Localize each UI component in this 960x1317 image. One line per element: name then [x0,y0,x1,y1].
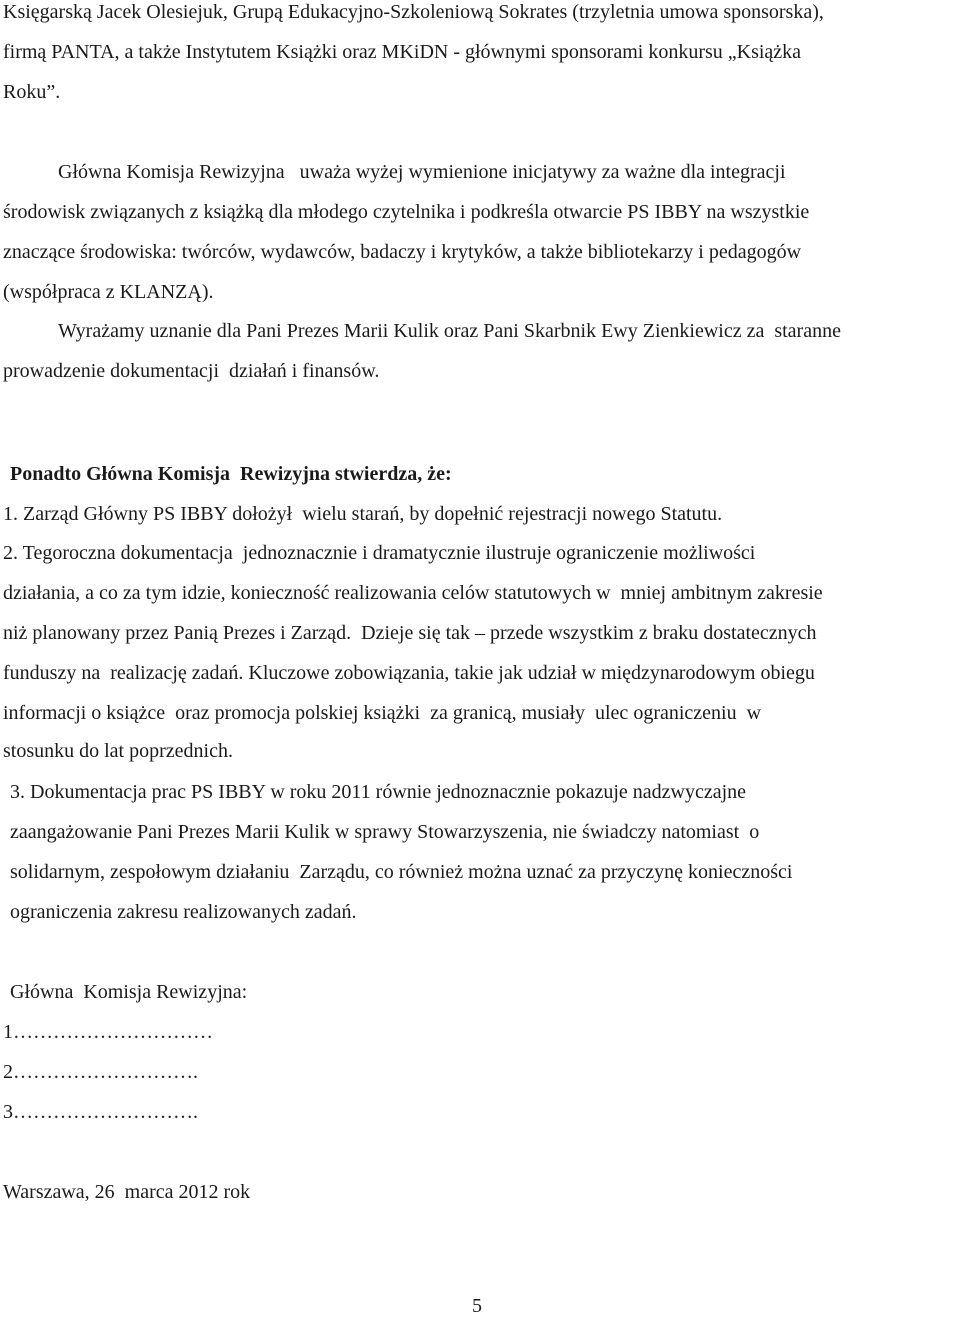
point-2-line-5: informacji o książce oraz promocja polskiej książki za granicą, musiały ulec ograniczeniu w [3,702,762,724]
point-3-line-3: solidarnym, zespołowym działaniu Zarządu, co również można uznać za przyczynę konieczności [10,861,793,883]
place-date: Warszawa, 26 marca 2012 rok [3,1181,251,1203]
paragraph-2-line-1: Główna Komisja Rewizyjna uważa wyżej wymienione inicjatywy za ważne dla integracji [58,161,786,183]
point-2-line-6: stosunku do lat poprzednich. [3,740,233,762]
paragraph-2-line-3: znaczące środowiska: twórców, wydawców, badaczy i krytyków, a także bibliotekarzy i pedagogów [3,241,802,263]
signature-title: Główna Komisja Rewizyjna: [10,981,248,1003]
point-2-line-3: niż planowany przez Panią Prezes i Zarząd. Dzieje się tak – przede wszystkim z braku dostatecznych [3,622,817,644]
point-3-line-4: ograniczenia zakresu realizowanych zadań. [10,901,357,923]
point-2-line-2: działania, a co za tym idzie, konieczność realizowania celów statutowych w mniej ambitnym zakresie [3,582,823,604]
point-1: 1. Zarząd Główny PS IBBY dołożył wielu starań, by dopełnić rejestracji nowego Statutu. [3,503,723,525]
signature-line-3: 3………………………. [3,1101,198,1123]
signature-line-2: 2………………………. [3,1061,198,1083]
paragraph-2-line-2: środowisk związanych z książką dla młodego czytelnika i podkreśla otwarcie PS IBBY na wszystkie [3,201,810,223]
paragraph-1-line-3: Roku”. [3,81,61,103]
section-heading: Ponadto Główna Komisja Rewizyjna stwierdza, że: [10,463,452,485]
paragraph-1-line-1: Księgarską Jacek Olesiejuk, Grupą Edukacyjno-Szkoleniową Sokrates (trzyletnia umowa sponsorska), [3,1,824,23]
paragraph-2-line-4: (współpraca z KLANZĄ). [3,281,214,303]
paragraph-3-line-2: prowadzenie dokumentacji działań i finansów. [3,360,380,382]
point-2-line-1: 2. Tegoroczna dokumentacja jednoznacznie i dramatycznie ilustruje ograniczenie możliwości [3,542,756,564]
paragraph-1-line-2: firmą PANTA, a także Instytutem Książki oraz MKiDN - głównymi sponsorami konkursu „Książka [3,41,802,63]
paragraph-3-line-1: Wyrażamy uznanie dla Pani Prezes Marii Kulik oraz Pani Skarbnik Ewy Zienkiewicz za staranne [58,320,841,342]
page-number: 5 [472,1295,482,1317]
point-3-line-2: zaangażowanie Pani Prezes Marii Kulik w sprawy Stowarzyszenia, nie świadczy natomiast o [10,821,760,843]
signature-line-1: 1………………………… [3,1021,213,1043]
point-3-line-1: 3. Dokumentacja prac PS IBBY w roku 2011 równie jednoznacznie pokazuje nadzwyczajne [10,781,747,803]
point-2-line-4: funduszy na realizację zadań. Kluczowe zobowiązania, takie jak udział w międzynarodowym obiegu [3,662,815,684]
